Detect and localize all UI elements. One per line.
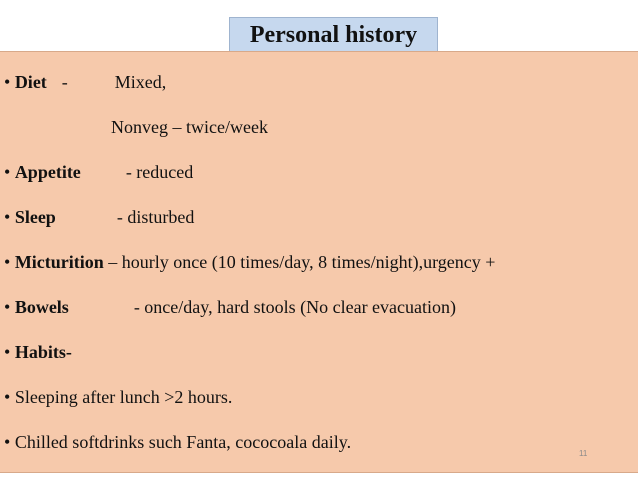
micturition-value: – hourly once (10 times/day, 8 times/night),urgency + — [108, 252, 496, 272]
bullet: • — [4, 387, 11, 407]
list-item-diet — [4, 71, 166, 93]
list-item-habit-sleeping — [4, 386, 232, 408]
diet-separator: - — [61, 72, 68, 92]
bullet: • — [4, 252, 11, 272]
list-item-appetite — [4, 161, 193, 183]
appetite-label: Appetite — [14, 162, 81, 182]
diet-extra-value: Nonveg – twice/week — [111, 117, 268, 137]
bullet: • — [4, 432, 11, 452]
bullet: • — [4, 207, 11, 227]
habit-softdrinks-text: Chilled softdrinks such Fanta, cococoala daily. — [14, 432, 352, 452]
sleep-value: - disturbed — [116, 207, 195, 227]
bullet: • — [4, 297, 11, 317]
slide-number: 11 — [579, 449, 588, 458]
bullet: • — [4, 162, 11, 182]
list-item-habit-softdrinks — [4, 431, 351, 453]
bowels-label: Bowels — [14, 297, 69, 317]
slide-title: Personal history — [229, 17, 438, 53]
bullet: • — [4, 72, 11, 92]
bowels-value: - once/day, hard stools (No clear evacuation) — [133, 297, 457, 317]
list-item-micturition — [4, 251, 495, 273]
diet-value: Mixed, — [114, 72, 167, 92]
sleep-label: Sleep — [14, 207, 56, 227]
bullet: • — [4, 342, 11, 362]
list-item-habits — [4, 341, 72, 363]
content-panel — [0, 51, 638, 473]
appetite-value: - reduced — [125, 162, 194, 182]
list-item-bowels — [4, 296, 456, 318]
micturition-label: Micturition — [14, 252, 104, 272]
habits-label: Habits- — [14, 342, 72, 362]
habit-sleeping-text: Sleeping after lunch >2 hours. — [14, 387, 233, 407]
list-item-sleep — [4, 206, 194, 228]
list-item-diet-extra — [111, 116, 268, 138]
diet-label: Diet — [14, 72, 47, 92]
